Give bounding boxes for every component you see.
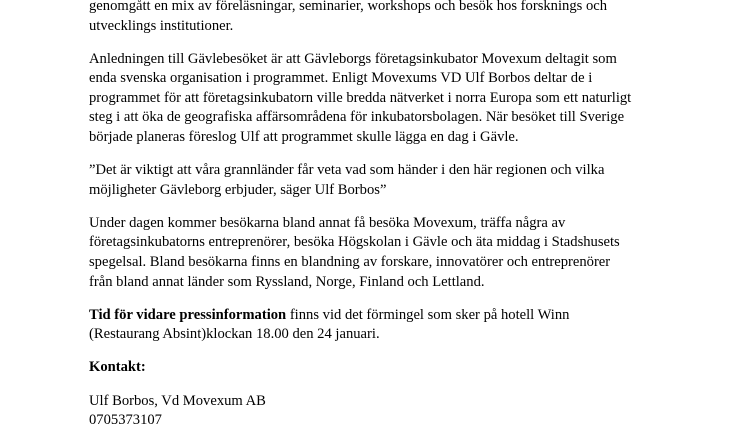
text-line: steg i att öka de geografiska affärsområdena för inkubatorsbolagen. När besöket till Sverige: [89, 109, 625, 126]
contact-heading-paragraph: [89, 358, 689, 378]
press-info-lead: Tid för vidare pressinformation: [89, 306, 287, 323]
text-line: utvecklings institutioner.: [89, 17, 234, 34]
visit-paragraph: [89, 50, 689, 148]
text-line: ”Det är viktigt att våra grannländer får veta vad som händer i den här regionen och vilka: [89, 162, 605, 179]
contact-phone: 0705373107: [89, 412, 162, 429]
text-line: [89, 306, 689, 326]
text-line: (Restaurang Absint)klockan 18.00 den 24 januari.: [89, 326, 380, 343]
text-line: började planeras föreslog Ulf att programmet skulle lägga en dag i Gävle.: [89, 129, 519, 146]
program-paragraph: [89, 214, 689, 292]
text-line: möjligheter Gävleborg erbjuder, säger Ulf Borbos”: [89, 181, 387, 198]
text-line: programmet för att företagsinkubatorn ville bredda nätverket i norra Europa som ett naturligt: [89, 89, 632, 106]
contact-heading: Kontakt:: [89, 359, 146, 376]
contact-name: Ulf Borbos, Vd Movexum AB: [89, 392, 266, 409]
text-line: enda svenska organisation i programmet. Enligt Movexums VD Ulf Borbos deltar de i: [89, 70, 593, 87]
press-info-paragraph: [89, 306, 689, 345]
text-line: genomgått en mix av föreläsningar, seminarier, workshops och besök hos forsknings och: [89, 0, 608, 14]
document-page: [89, 0, 689, 444]
quote-paragraph: [89, 161, 689, 200]
intro-paragraph: [89, 0, 689, 36]
contact-paragraph: [89, 392, 689, 431]
text-line: från bland annat länder som Ryssland, Norge, Finland och Lettland.: [89, 273, 485, 290]
text-line: spegelsal. Bland besökarna finns en blandning av forskare, innovatörer och entreprenörer: [89, 254, 611, 271]
text-line: Under dagen kommer besökarna bland annat få besöka Movexum, träffa några av: [89, 214, 566, 231]
text-line: företagsinkubatorns entreprenörer, besöka Högskolan i Gävle och äta middag i Stadshusets: [89, 234, 620, 251]
text-line: Anledningen till Gävlebesöket är att Gävleborgs företagsinkubator Movexum deltagit som: [89, 50, 617, 67]
press-info-rest: finns vid det förmingel som sker på hotell Winn: [286, 306, 570, 323]
